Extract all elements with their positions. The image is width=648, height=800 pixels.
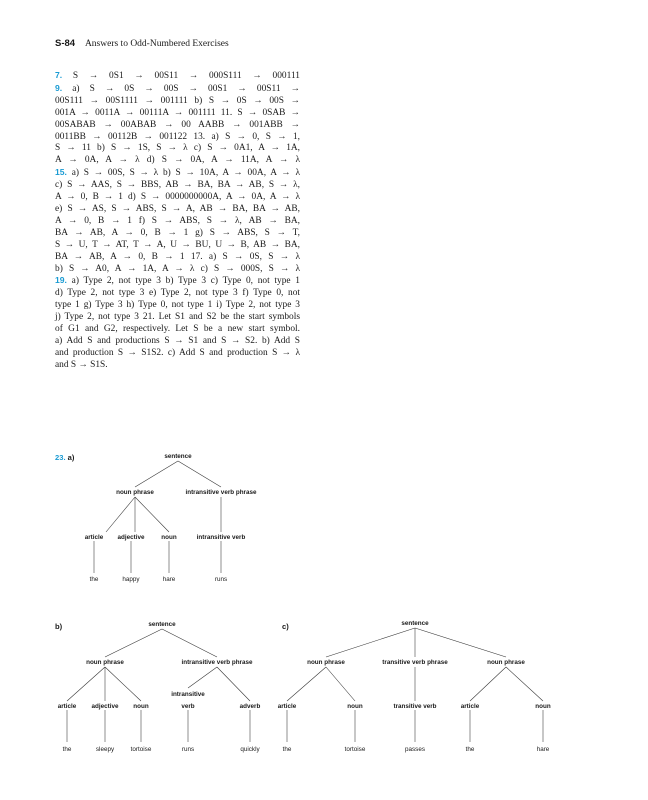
tree-a-label: 23. a) (55, 453, 75, 462)
answer-text: BA → AB, A → 0, B → 1 17. a) S → 0S, S → λ (55, 251, 300, 262)
tree-c (278, 620, 551, 753)
answer-text: of G1 and G2, respectively. Let S be a new start symbol. (55, 324, 300, 335)
answer-text: 00SABAB → 00ABAB → 00 AABB → 001ABB → (55, 119, 300, 130)
node-sentence: sentence (148, 621, 176, 628)
node-article: article (84, 534, 104, 541)
node-transitive-verb: transitive verb (393, 703, 437, 710)
node-adjective: adjective (117, 534, 145, 541)
word-the: the (89, 576, 99, 583)
node-noun-phrase-1: noun phrase (307, 659, 345, 666)
node-noun: noun (133, 703, 149, 710)
node-noun: noun (161, 534, 177, 541)
word-runs: runs (214, 576, 228, 583)
node-noun-phrase-2: noun phrase (487, 659, 525, 666)
answer-text: a) Type 2, not type 3 b) Type 3 c) Type 0, not type 1 (66, 276, 300, 287)
tree-c-label: c) (282, 622, 289, 631)
node-article-1: article (277, 703, 297, 710)
exercise-number: 19. (55, 275, 67, 286)
answer-text: A → 0, B → 1 f) S → ABS, S → λ, AB → BA, (55, 215, 300, 226)
word-tortoise: tortoise (344, 746, 366, 753)
answer-text: 00S111 → 00S1111 → 001111 b) S → 0S → 00S → (55, 95, 300, 106)
answer-text: BA → AB, A → 0, B → 1 g) S → ABS, S → T, (55, 227, 300, 238)
node-article-2: article (460, 703, 480, 710)
page-title: Answers to Odd-Numbered Exercises (84, 39, 229, 49)
page-number: S-84 (55, 38, 76, 49)
node-intransitive-verb-phrase: intransitive verb phrase (181, 659, 253, 666)
answer-text: A → 0, B → 1 d) S → 0000000000A, A → 0A, A → λ (55, 192, 300, 203)
answer-text: b) S → A0, A → 1A, A → λ c) S → 000S, S → λ (55, 263, 300, 274)
word-happy: happy (122, 576, 140, 583)
node-intransitive-verb-line2: verb (181, 703, 195, 710)
node-sentence: sentence (164, 453, 192, 460)
answer-text: 001A → 0011A → 00111A → 001111 11. S → 0SAB → (55, 107, 300, 118)
answer-text: e) S → AS, S → ABS, S → A, AB → BA, BA → AB, (55, 203, 300, 214)
word-hare: hare (162, 576, 176, 583)
exercise-number: 15. (55, 167, 67, 178)
node-sentence: sentence (401, 620, 429, 627)
answer-text: and S → S1S. (55, 359, 108, 370)
answer-text: d) Type 2, not type 3 e) Type 2, not type 3 f) Type 0, not (55, 288, 300, 299)
answer-text: a) Add S and productions S → S1 and S → S2. b) Add S (55, 335, 300, 346)
tree-b-label: b) (55, 622, 63, 631)
answer-text: S → 0S1 → 00S11 → 000S111 → 000111 (62, 71, 300, 81)
word-hare: hare (536, 746, 550, 753)
answer-text: and production S → S1S2. c) Add S and production S → λ (55, 347, 300, 358)
node-intransitive-verb: intransitive verb (196, 534, 246, 541)
word-the-1: the (282, 746, 292, 753)
tree-a (85, 453, 257, 583)
word-sleepy: sleepy (95, 746, 115, 753)
exercise-number: 7. (55, 70, 63, 80)
node-adjective: adjective (91, 703, 119, 710)
answer-text: c) S → AAS, S → BBS, AB → BA, BA → AB, S → λ, (55, 180, 300, 191)
exercise-number: 9. (55, 82, 63, 93)
tree-b (58, 621, 261, 753)
answer-text: S → U, T → AT, T → A, U → BU, U → B, AB → BA, (55, 239, 300, 250)
node-transitive-verb-phrase: transitive verb phrase (382, 659, 448, 666)
word-the: the (62, 746, 72, 753)
answer-text: j) Type 2, not type 3 21. Let S1 and S2 be the start symbols (55, 312, 300, 323)
word-quickly: quickly (240, 746, 260, 753)
answer-text: a) S → 0S → 00S → 00S1 → 00S11 → (62, 83, 300, 94)
exercise-number: 23. (55, 453, 66, 462)
node-noun-phrase: noun phrase (86, 659, 124, 666)
node-intransitive-verb-line1: intransitive (171, 691, 205, 698)
answer-text: a) S → 00S, S → λ b) S → 10A, A → 00A, A → λ (66, 168, 300, 179)
word-runs: runs (181, 746, 195, 753)
node-noun-2: noun (535, 703, 551, 710)
answer-text: A → 0A, A → λ d) S → 0A, A → 11A, A → λ (55, 155, 300, 166)
node-adverb: adverb (239, 703, 261, 710)
word-passes: passes (405, 746, 425, 753)
word-the-2: the (465, 746, 475, 753)
node-intransitive-verb-phrase: intransitive verb phrase (185, 489, 257, 496)
answer-text: type 1 g) Type 3 h) Type 0, not type 1 i) Type 2, not type 3 (55, 300, 300, 311)
answer-text: 0011BB → 00112B → 001122 13. a) S → 0, S → 1, (55, 131, 300, 142)
word-tortoise: tortoise (130, 746, 152, 753)
node-noun-phrase: noun phrase (116, 489, 154, 496)
node-article: article (57, 703, 77, 710)
node-noun-1: noun (347, 703, 363, 710)
answer-text: S → 11 b) S → 1S, S → λ c) S → 0A1, A → 1A, (55, 143, 300, 154)
